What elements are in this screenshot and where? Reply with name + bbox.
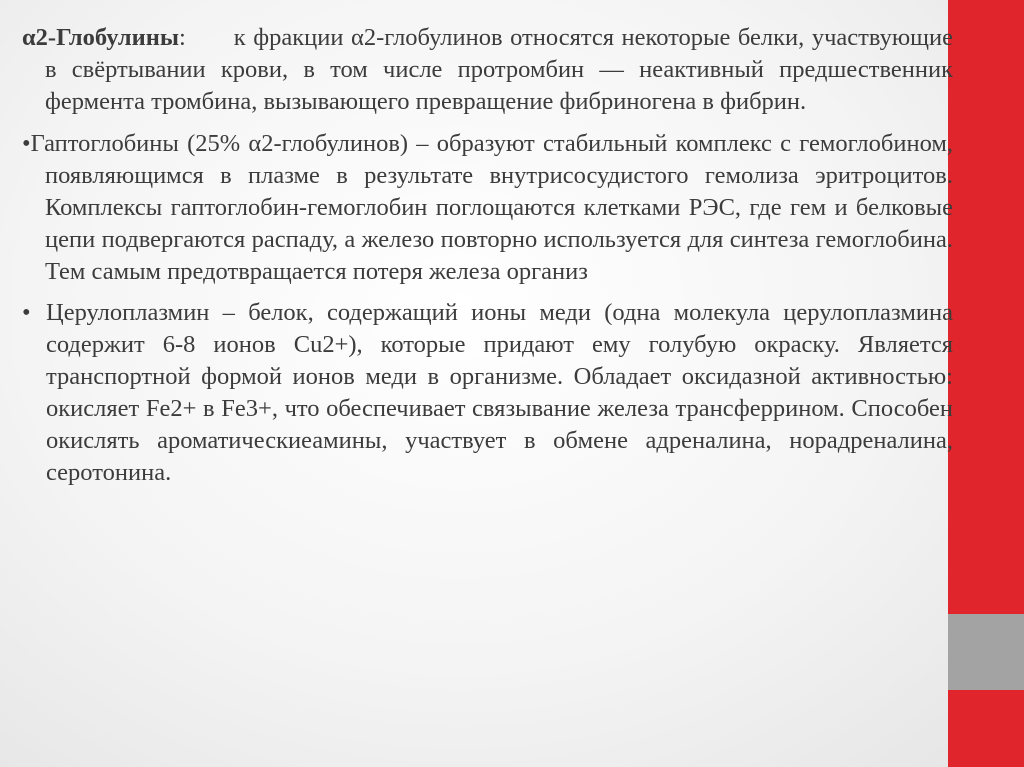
accent-band-gray xyxy=(948,614,1024,690)
accent-band-red-top xyxy=(948,0,1024,614)
paragraph-text: Гаптоглобины (25% α2-глобулинов) – образуют стабильный комплекс с гемоглобином, появляющимся в плазме в результате внутрисосудистого гемолиза эритроцитов. Комплексы гаптоглобин-гемоглобин поглощаются клетками РЭС, где гем и белковые цепи подвергаются распаду, а железо повторно используется для синтеза гемоглобина. Тем самым предотвращается потеря железа организ xyxy=(30,130,953,285)
bullet-marker: • xyxy=(22,130,31,157)
accent-band-red-bottom xyxy=(948,690,1024,767)
paragraph-haptoglobins xyxy=(22,128,953,288)
paragraph-ceruloplasmin xyxy=(22,297,953,489)
slide-body xyxy=(22,22,953,499)
paragraph-alpha2-globulins xyxy=(22,22,953,118)
paragraph-text: к фракции α2-глобулинов относятся некоторые белки, участвующие в свёртывании крови, в том числе протромбин — неактивный предшественник фермента тромбина, вызывающего превращение фибриногена в фибрин. xyxy=(45,24,953,115)
paragraph-lead-term: α2-Глобулины xyxy=(22,24,179,51)
paragraph-text: Церулоплазмин – белок, содержащий ионы меди (одна молекула церулоплазмина содержит 6-8 ионов Cu2+), которые придают ему голубую окраску. Является транспортной формой ионов меди в организме. Обладает оксидазной активностью: окисляет Fe2+ в Fe3+, что обеспечивает связывание железа трансферрином. Способен окислять ароматическиеамины, участвует в обмене адреналина, норадреналина, серотонина. xyxy=(46,299,953,486)
paragraph-lead-colon: : xyxy=(178,24,186,51)
bullet-marker: • xyxy=(22,299,31,326)
